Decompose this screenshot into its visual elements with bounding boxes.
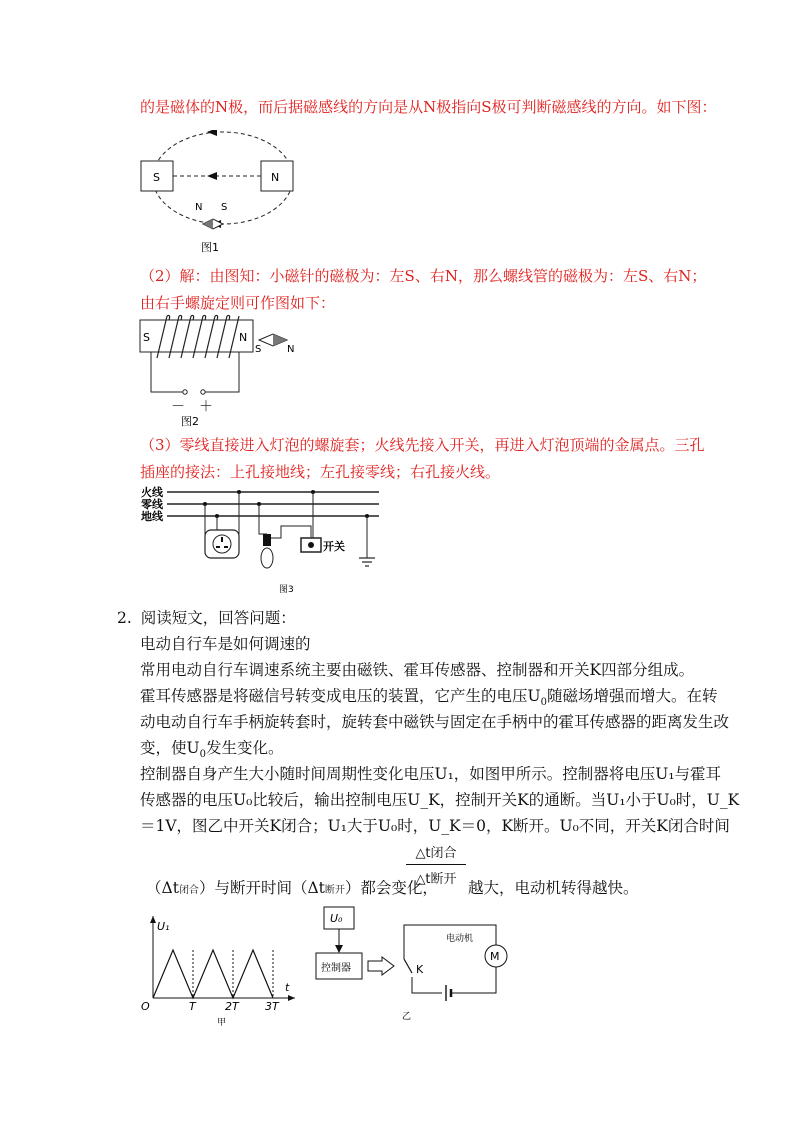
graph-tick-2: 2T [225, 1000, 239, 1013]
motor-symbol: M [490, 950, 500, 963]
fig2-needle-n: N [287, 344, 295, 355]
paragraph-2-line-3 [140, 736, 283, 760]
compass-needle-half-icon [203, 219, 213, 229]
lamp-socket [263, 534, 271, 546]
triangle-wave [153, 950, 273, 998]
graph-tick-3: 3T [265, 1000, 279, 1013]
figure-3-household-wiring [135, 482, 385, 597]
graph-xlabel: t [285, 981, 290, 994]
p2-l3-sub: 0 [199, 749, 206, 761]
controller-label: 控制器 [321, 963, 351, 974]
solenoid-body [140, 320, 253, 352]
down-arrow-icon [335, 945, 343, 953]
graph-caption: 甲 [217, 1018, 227, 1028]
part2-line-2: 由右手螺旋定则可作图如下： [140, 294, 336, 312]
fig2-right-pole: N [239, 331, 248, 344]
question-prompt: 阅读短文，回答问题： [140, 609, 296, 627]
terminal-minus [183, 390, 187, 394]
fraction [406, 842, 466, 887]
graph-tick-1: T [189, 1000, 196, 1013]
diagram-caption: 乙 [402, 1012, 412, 1022]
paragraph-2-line-1 [140, 684, 717, 708]
p4-b: ）与断开时间（Δt [198, 879, 325, 897]
fig2-needle-s: S [255, 344, 262, 355]
fraction-bar [406, 864, 466, 865]
lamp-bulb-icon [261, 548, 273, 568]
paragraph-3-line-2: 传感器的电压U₀比较后，输出控制电压U_K，控制开关K的通断。当U₁小于U₀时，U_K [140, 791, 740, 809]
circuit-right [452, 967, 496, 993]
article-title: 电动自行车是如何调速的 [140, 635, 311, 653]
wire-left [151, 352, 183, 392]
part3-line-2: 插座的接法：上孔接地线；左孔接零线；右孔接火线。 [140, 463, 501, 481]
fig1-needle-s: S [221, 202, 228, 213]
label-neutral-wire: 零线 [141, 498, 163, 511]
motor-label: 电动机 [446, 934, 474, 944]
answer-line-1: 的是磁体的N极，而后据磁感线的方向是从N极指向S极可判断磁感线的方向。如下图： [140, 98, 717, 116]
u0-label: U₀ [330, 912, 343, 925]
p2-l1-tail: 随磁场增强而增大。在转 [546, 687, 718, 705]
fig1-right-pole: N [271, 171, 280, 184]
p4-a: （Δt [146, 879, 179, 897]
fig2-plus: ＋ [199, 399, 213, 415]
fig1-needle-n: N [195, 202, 203, 213]
fig2-left-pole: S [143, 331, 150, 344]
arrow-center-icon [207, 172, 217, 180]
label-live-wire: 火线 [141, 486, 163, 499]
fraction-numerator: △t闭合 [415, 846, 457, 861]
graph-jia [135, 908, 305, 1030]
question-number: 2. [117, 609, 132, 627]
x-axis-arrow-icon [288, 995, 295, 1001]
p4-b-sub: 断开 [324, 885, 345, 896]
p4-a-sub: 闭合 [178, 885, 199, 896]
label-switch: 开关 [323, 540, 345, 553]
paragraph-1: 常用电动自行车调速系统主要由磁铁、霍耳传感器、控制器和开关K四部分组成。 [140, 661, 695, 679]
paragraph-3-line-1: 控制器自身产生大小随时间周期性变化电压U₁，如图甲所示。控制器将电压U₁与霍耳 [140, 765, 722, 783]
wire-right [205, 352, 239, 392]
fig1-caption: 图1 [201, 241, 219, 254]
y-axis-arrow-icon [150, 916, 156, 923]
part2-line-1: （2）解：由图知：小磁针的磁极为：左S、右N，那么螺线管的磁极为：左S、右N； [140, 267, 707, 285]
question-2-header [117, 606, 296, 628]
paragraph-4-left [146, 876, 438, 898]
figure-2-solenoid [135, 314, 310, 429]
switch-k [404, 959, 412, 973]
p2-l1-text: 霍耳传感器是将磁信号转变成电压的装置，它产生的电压U [140, 687, 541, 705]
paragraph-3-line-3: ＝1V，图乙中开关K闭合；U₁大于U₀时，U_K＝0，K断开。U₀不同，开关K闭合时间 [140, 817, 730, 835]
fraction-denominator: △t断开 [415, 872, 457, 887]
circuit-bottom [412, 977, 442, 993]
fig1-left-pole: S [153, 171, 160, 184]
p2-l3-a: 变，使U [140, 739, 200, 757]
diagram-yi [310, 905, 515, 1030]
fig2-minus: － [171, 399, 185, 415]
compass-needle-2-half-icon [273, 334, 287, 346]
p4-c: ）都会变化， [344, 879, 438, 897]
graph-ylabel: U₁ [157, 920, 170, 933]
figure-1-magnetic-field [135, 130, 310, 260]
fig3-caption: 图3 [279, 585, 294, 595]
hollow-arrow-icon [368, 957, 394, 975]
switch-label: K [416, 963, 424, 976]
paragraph-2-line-2: 动电动自行车手柄旋转套时，旋转套中磁铁与固定在手柄中的霍耳传感器的距离发生改 [140, 713, 730, 731]
paragraph-4-right: 越大，电动机转得越快。 [468, 879, 639, 897]
p2-l3-b: 发生变化。 [205, 739, 284, 757]
terminal-plus [201, 390, 205, 394]
graph-origin: O [141, 1000, 150, 1013]
part3-line-1: （3）零线直接进入灯泡的螺旋套；火线先接入开关，再进入灯泡顶端的金属点。三孔 [140, 436, 705, 454]
label-ground-wire: 地线 [141, 510, 163, 523]
p2-l1-sub: 0 [540, 697, 547, 709]
fig2-caption: 图2 [181, 415, 199, 428]
